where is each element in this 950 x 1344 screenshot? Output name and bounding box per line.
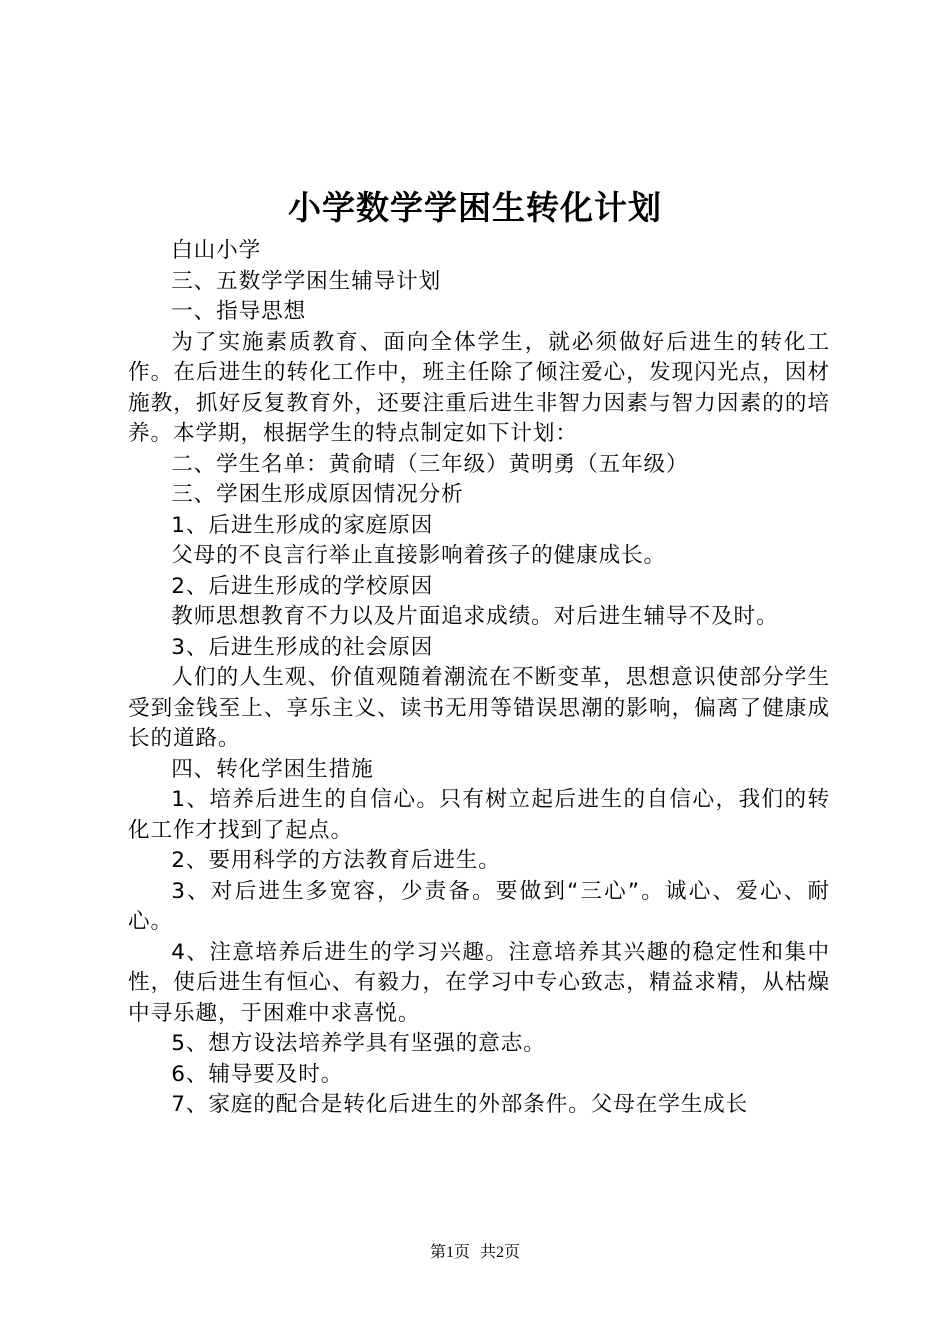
section-heading: 三、学困生形成原因情况分析 [171,482,464,507]
subsection-heading: 2、后进生形成的学校原因 [171,573,434,599]
page-footer [0,1242,950,1264]
paragraph: 父母的不良言行举止直接影响着孩子的健康成长。 [171,543,667,568]
page-total: 共2页 [480,1244,521,1261]
list-item: 2、要用科学的方法教育后进生。 [171,848,501,873]
subsection-heading: 1、后进生形成的家庭原因 [171,512,434,538]
section-heading: 一、指导思想 [171,299,307,324]
section-heading: 四、转化学困生措施 [171,756,374,782]
paragraph: 人们的人生观、价值观随着潮流在不断变革，思想意识使部分学生受到金钱至上、享乐主义、读书无用等错误思潮的影响，偏离了健康成长的道路。 [128,665,830,751]
plan-subtitle: 三、五数学学困生辅导计划 [171,268,442,294]
school-name: 白山小学 [171,238,262,263]
page-number: 第1页 [429,1244,470,1261]
list-item: 7、家庭的配合是转化后进生的外部条件。父母在学生成长 [171,1092,749,1117]
paragraph: 为了实施素质教育、面向全体学生，就必须做好后进生的转化工作。在后进生的转化工作中，班主任除了倾注爱心，发现闪光点，因材施教，抓好反复教育外，还要注重后进生非智力因素与智力因素的的培养。本学期，根据学生的特点制定如下计划： [128,329,830,446]
document-title: 小学数学学困生转化计划 [288,188,662,227]
document-body [128,236,830,1121]
list-item: 5、想方设法培养学具有坚强的意志。 [171,1031,546,1056]
list-item: 6、辅导要及时。 [171,1061,344,1087]
section-heading: 二、学生名单：黄俞晴（三年级）黄明勇（五年级） [171,451,689,477]
list-item: 4、注意培养后进生的学习兴趣。注意培养其兴趣的稳定性和集中性，使后进生有恒心、有毅力，在学习中专心致志，精益求精，从枯燥中寻乐趣，于困难中求喜悦。 [128,939,830,1026]
subsection-heading: 3、后进生形成的社会原因 [171,634,434,660]
list-item: 1、培养后进生的自信心。只有树立起后进生的自信心，我们的转化工作才找到了起点。 [128,787,830,843]
list-item: 3、对后进生多宽容，少责备。要做到“三心”。诚心、爱心、耐心。 [128,878,830,934]
paragraph: 教师思想教育不力以及片面追求成绩。对后进生辅导不及时。 [171,604,779,629]
